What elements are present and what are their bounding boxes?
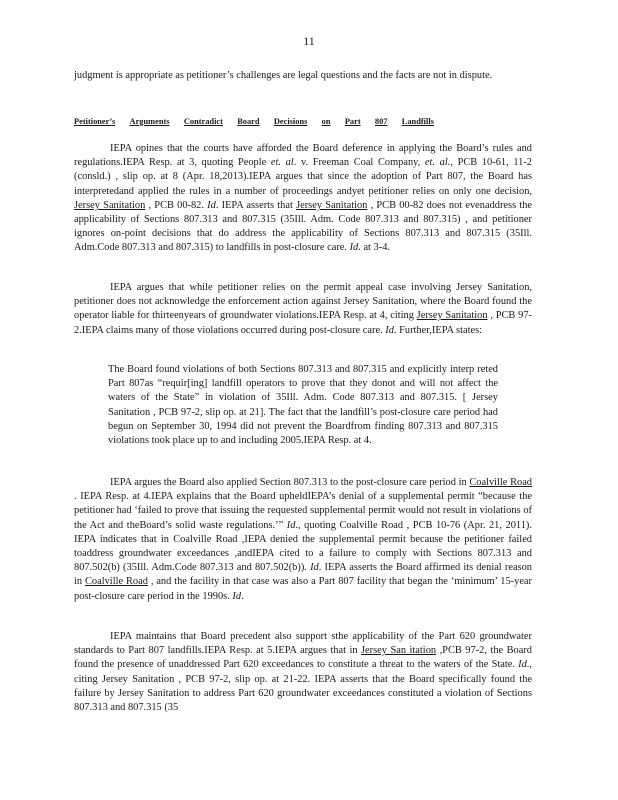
page-number: 11: [303, 34, 315, 48]
paragraph-part-620: IEPA maintains that Board precedent also support sthe applicability of the Part 620 groundwater standards to Part 807 landfills.IEPA Resp. at 5.IEPA argues that in Jersey San itation ,PCB 97-2, the Board found the presence of unaddressed Part 620 exceedances to constitute a threat to the waters of the State. Id., citing Jersey Sanitation , PCB 97-2, slip op. at 21-22. IEPA asserts that the Board specifically found the failure by Jersey Sanitation to address Part 620 groundwater exceedances constituted a violation of Sections 807.313 and 807.315 (35: [74, 631, 532, 714]
case-citation: Jersey San itation: [361, 645, 437, 657]
case-citation: Coalville Road: [84, 576, 148, 588]
paragraph-enforcement-action: IEPA argues that while petitioner relies on the permit appeal case involving Jersey Sanitation, petitioner does not acknowledge the enforcement action against Jersey Sanitation, where the Board found the operator liable for thirteenyears of groundwater violations.IEPA Resp. at 4, citing Jersey Sanitation , PCB 97-2.IEPA claims many of those violations occurred during post-closure care. Id. Further,IEPA states:: [74, 282, 532, 336]
paragraph-courts-deference: IEPA opines that the courts have afforded the Board deference in applying the Board’s rules and regulations.IEPA Resp. at 3, quoting People et. al. v. Freeman Coal Company, et. al., PCB 10-61, 11-2 (consld.) , slip op. at 8 (Apr. 18,2013).IEPA argues that since the adoption of Part 807, the Board has interpretedand applied the rules in a number of proceedings andyet petitioner relies on only one decision, Jersey Sanitation , PCB 00-82. Id. IEPA asserts that Jersey Sanitation , PCB 00-82 does not evenaddress the applicability of Sections 807.313 and 807.315 (35Ill. Adm. Code 807.313 and 807.315) , and petitioner ignores on-point decisions that do address the applicability of Sections 807.313 and 807.315 (35Ill. Adm.Code 807.313 and 807.315) to landfills in post-closure care. Id. at 3-4.: [74, 143, 533, 254]
case-citation: Jersey Sanitation: [296, 199, 368, 211]
case-citation: Coalville Road: [469, 477, 532, 488]
section-heading: Petitioner’s Arguments Contradict Board Decisions on Part 807 Landfills: [74, 117, 434, 126]
case-citation: Jersey Sanitation: [416, 310, 488, 322]
paragraph-intro: judgment is appropriate as petitioner’s challenges are legal questions and the facts are not in dispute.: [74, 70, 493, 81]
case-citation: Jersey Sanitation: [74, 199, 146, 211]
paragraph-coalville-road: IEPA argues the Board also applied Section 807.313 to the post-closure care period in Coalville Road . IEPA Resp. at 4.IEPA explains that the Board upheldIEPA’s denial of a supplemental permit “because the petitioner had ‘failed to prove that issuing the requested supplemental permit would not result in violations of the Act and theBoard’s solid waste regulations.’” Id., quoting Coalville Road , PCB 10-76 (Apr. 21, 2011). IEPA indicates that in Coalville Road ,IEPA denied the supplemental permit because the petitioner failed toaddress groundwater exceedances ,andIEPA cited to a failure to comply with Sections 807.313 and 807.502(b) (35Ill. Adm.Code 807.313 and 807.502(b)). Id. IEPA asserts the Board affirmed its denial reason in Coalville Road , and the facility in that case was also a Part 807 facility that began the ‘minimum’ 15-year post-closure care period in the 1990s. Id.: [74, 477, 533, 602]
block-quote: The Board found violations of both Sections 807.313 and 807.315 and explicitly interp reted Part 807as “requir[ing] landfill operators to prove that they donot and will not affect the waters of the State” in violation of 35Ill. Adm. Code 807.313 and 807.315. [ Jersey Sanitation , PCB 97-2, slip op. at 21]. The fact that the landfill’s post-closure care period had begun on September 30, 1994 did not prevent the Boardfrom finding 807.313 and 807.315 violations took place up to and including 2005.IEPA Resp. at 4.: [108, 364, 498, 447]
